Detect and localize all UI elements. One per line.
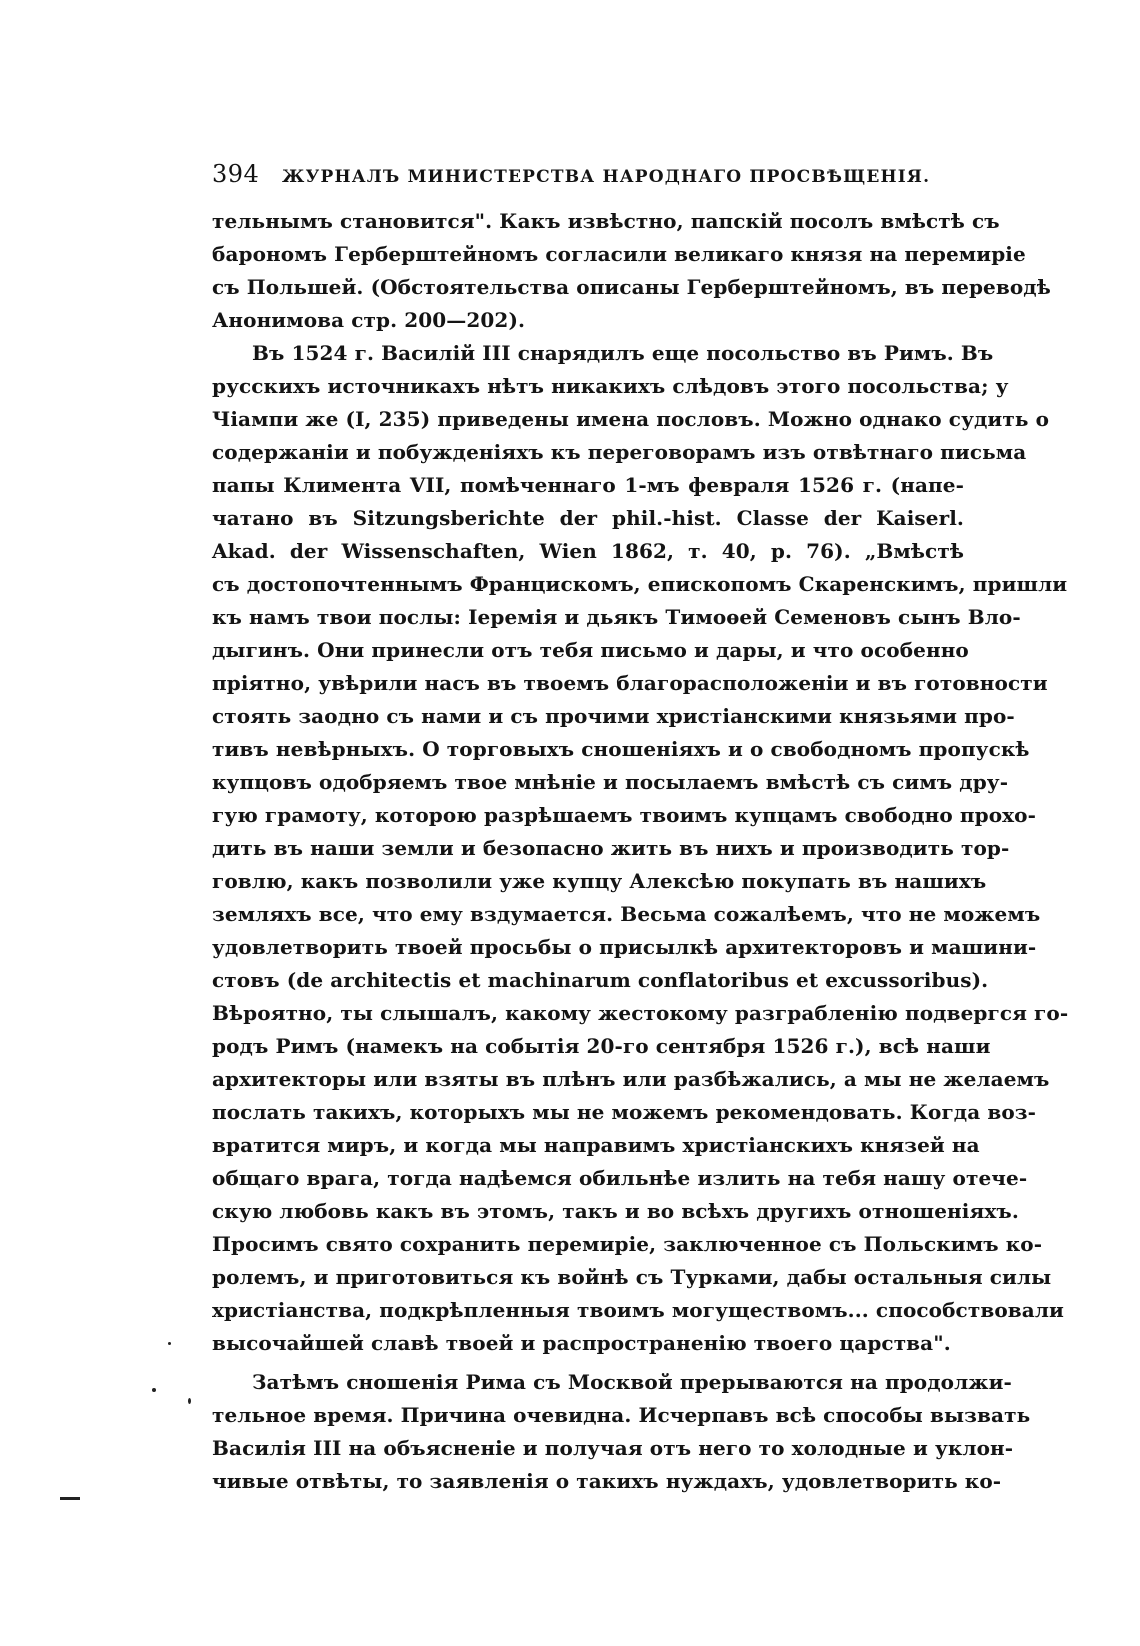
text-line: общаго врага, тогда надѣемся обильнѣе излить на тебя нашу отече-: [212, 1166, 1028, 1190]
text-line: земляхъ все, что ему вздумается. Весьма сожалѣемъ, что не можемъ: [212, 902, 1041, 926]
text-line: чивые отвѣты, то заявленія о такихъ нуждахъ, удовлетворить ко-: [212, 1469, 1002, 1493]
text-line: скую любовь какъ въ этомъ, такъ и во всѣхъ другихъ отношеніяхъ.: [212, 1199, 1019, 1223]
running-header: [212, 160, 972, 190]
text-line: барономъ Герберштейномъ согласили великаго князя на перемиріе: [212, 242, 1026, 266]
text-line: тивъ невѣрныхъ. О торговыхъ сношеніяхъ и о свободномъ пропускѣ: [212, 737, 1030, 761]
text-line: Вѣроятно, ты слышалъ, какому жестокому разграбленію подвергся го-: [212, 1001, 1069, 1025]
journal-title: ЖУРНАЛЪ МИНИСТЕРСТВА НАРОДНАГО ПРОСВѢЩЕНІЯ.: [282, 167, 931, 187]
text-line: Чіампи же (I, 235) приведены имена пословъ. Можно однако судить о: [212, 407, 1050, 431]
text-line: Akad. der Wissenschaften, Wien 1862, т. 40, p. 76). „Вмѣстѣ: [212, 539, 964, 563]
text-line: тельное время. Причина очевидна. Исчерпавъ всѣ способы вызвать: [212, 1403, 1031, 1427]
text-line: вратится миръ, и когда мы направимъ христіанскихъ князей на: [212, 1133, 980, 1157]
text-line: дыгинъ. Они принесли отъ тебя письмо и дары, и что особенно: [212, 638, 969, 662]
text-line: послать такихъ, которыхъ мы не можемъ рекомендовать. Когда воз-: [212, 1100, 1037, 1124]
paragraph: [212, 205, 1051, 337]
text-line: къ намъ твои послы: Іеремія и дьякъ Тимоѳей Семеновъ сынъ Вло-: [212, 605, 1021, 629]
text-line: дить въ наши земли и безопасно жить въ нихъ и производить тор-: [212, 836, 1010, 860]
text-line: Затѣмъ сношенія Рима съ Москвой прерываются на продолжи-: [252, 1370, 1012, 1394]
body-text: [212, 205, 1069, 1498]
text-line: тельнымъ становится". Какъ извѣстно, папскій посолъ вмѣстѣ съ: [212, 209, 1000, 233]
paragraph: [212, 1366, 1031, 1498]
text-line: архитекторы или взяты въ плѣнъ или разбѣжались, а мы не желаемъ: [212, 1067, 1050, 1091]
text-line: гую грамоту, которою разрѣшаемъ твоимъ купцамъ свободно прохо-: [212, 803, 1037, 827]
text-line: купцовъ одобряемъ твое мнѣніе и посылаемъ вмѣстѣ съ симъ дру-: [212, 770, 1009, 794]
text-line: Въ 1524 г. Василій III снарядилъ еще посольство въ Римъ. Въ: [252, 341, 994, 365]
scan-speck: [152, 1388, 156, 1392]
scan-dash: [60, 1497, 80, 1500]
text-line: Просимъ свято сохранить перемиріе, заключенное съ Польскимъ ко-: [212, 1232, 1043, 1256]
text-line: папы Климента VII, помѣченнаго 1-мъ февраля 1526 г. (напе-: [212, 473, 964, 497]
text-line: русскихъ источникахъ нѣтъ никакихъ слѣдовъ этого посольства; у: [212, 374, 1009, 398]
page-number: 394: [212, 160, 260, 188]
text-line: стовъ (de architectis et machinarum conflatoribus et excussoribus).: [212, 968, 989, 992]
text-line: Анонимова стр. 200—202).: [212, 308, 526, 332]
text-line: говлю, какъ позволили уже купцу Алексѣю покупать въ нашихъ: [212, 869, 987, 893]
text-line: съ достопочтеннымъ Францискомъ, епископомъ Скаренскимъ, пришли: [212, 572, 1068, 596]
text-line: высочайшей славѣ твоей и распространенію твоего царства".: [212, 1331, 951, 1355]
text-line: съ Польшей. (Обстоятельства описаны Герберштейномъ, въ переводѣ: [212, 275, 1051, 299]
paragraph: [212, 337, 1069, 1360]
text-line: содержаніи и побужденіяхъ къ переговорамъ изъ отвѣтнаго письма: [212, 440, 1027, 464]
text-line: стоять заодно съ нами и съ прочими христіанскими князьями про-: [212, 704, 1015, 728]
text-line: родъ Римъ (намекъ на событія 20-го сентября 1526 г.), всѣ наши: [212, 1034, 991, 1058]
text-line: Василія III на объясненіе и получая отъ него то холодные и уклон-: [212, 1436, 1014, 1460]
text-line: пріятно, увѣрили насъ въ твоемъ благорасположеніи и въ готовности: [212, 671, 1048, 695]
scan-speck: [168, 1342, 171, 1345]
scan-speck: [188, 1398, 191, 1404]
text-line: чатано въ Sitzungsberichte der phil.-hist. Classe der Kaiserl.: [212, 506, 964, 530]
text-line: удовлетворить твоей просьбы о присылкѣ архитекторовъ и машини-: [212, 935, 1037, 959]
text-line: ролемъ, и приготовиться къ войнѣ съ Турками, дабы остальныя силы: [212, 1265, 1052, 1289]
text-line: христіанства, подкрѣпленныя твоимъ могуществомъ... способствовали: [212, 1298, 1064, 1322]
